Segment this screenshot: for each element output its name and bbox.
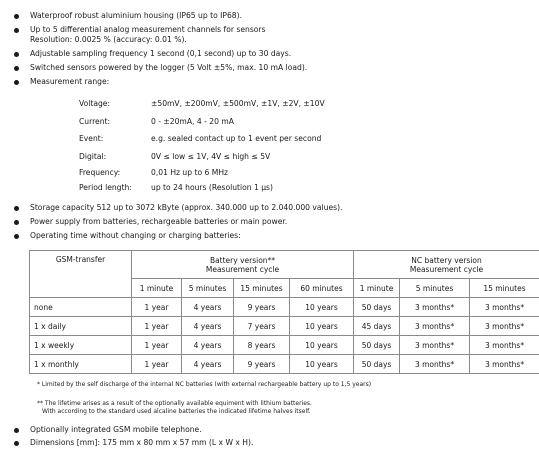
- table-cell: 50 days: [354, 298, 400, 317]
- feature-channels: [30, 25, 266, 45]
- range-value: ±50mV, ±200mV, ±500mV, ±1V, ±2V, ±10V: [151, 99, 325, 108]
- table-cell: 1 year: [132, 355, 182, 374]
- feature-resolution: Resolution: 0.0025 % (accuracy: 0.01 %).: [30, 35, 187, 44]
- cycle-header-cell: 5 minutes: [182, 279, 234, 298]
- table-cell: 3 months*: [400, 298, 470, 317]
- range-label: Voltage:: [79, 99, 111, 108]
- table-row: [30, 355, 539, 374]
- table-row: [30, 317, 539, 336]
- range-value: 0 - ±20mA, 4 - 20 mA: [151, 117, 234, 126]
- table-cell: 45 days: [354, 317, 400, 336]
- table-cell: 3 months*: [400, 355, 470, 374]
- footnote-alcaline-batteries: With according to the standard used alcaline batteries the indicated lifetime halves itself.: [42, 408, 311, 415]
- row-label: 1 x daily: [30, 317, 132, 336]
- row-label: 1 x monthly: [30, 355, 132, 374]
- range-label: Period length:: [79, 183, 132, 192]
- table-header-row: [30, 251, 539, 279]
- feature-sampling: Adjustable sampling frequency 1 second (0,1 second) up to 30 days.: [30, 49, 292, 58]
- battery-version-header: [132, 251, 354, 279]
- cycle-header-cell: 5 minutes: [400, 279, 470, 298]
- table-cell: 3 months*: [470, 317, 539, 336]
- table-cell: 10 years: [290, 355, 354, 374]
- table-cell: 3 months*: [470, 355, 539, 374]
- table-row: [30, 298, 539, 317]
- table-cell: 50 days: [354, 336, 400, 355]
- table-cell: 3 months*: [470, 336, 539, 355]
- row-label: none: [30, 298, 132, 317]
- nc-measurement-cycle: Measurement cycle: [409, 264, 484, 274]
- table-cell: 3 months*: [470, 298, 539, 317]
- table-cell: 1 year: [132, 317, 182, 336]
- table-cell: 50 days: [354, 355, 400, 374]
- row-label: 1 x weekly: [30, 336, 132, 355]
- table-cell: 1 year: [132, 298, 182, 317]
- table-cell: 7 years: [234, 317, 290, 336]
- nc-battery-version-title: NC battery version: [411, 255, 482, 265]
- feature-channels-text: Up to 5 differential analog measurement channels for sensors: [30, 25, 266, 34]
- table-cell: 8 years: [234, 336, 290, 355]
- table-cell: 3 months*: [400, 336, 470, 355]
- operating-time-table: [29, 250, 539, 374]
- range-value: 0,01 Hz up to 6 MHz: [151, 168, 229, 177]
- table-cell: 4 years: [182, 317, 234, 336]
- table-cell: 9 years: [234, 355, 290, 374]
- cycle-header-cell: 1 minute: [132, 279, 182, 298]
- battery-version-title: Battery version**: [209, 255, 276, 265]
- feature-housing: Waterproof robust aluminium housing (IP65 up to IP68).: [30, 11, 242, 20]
- range-label: Current:: [79, 117, 111, 126]
- range-value: 0V ≤ low ≤ 1V, 4V ≤ high ≤ 5V: [151, 152, 271, 161]
- range-value: e.g. sealed contact up to 1 event per second: [151, 134, 322, 143]
- table-cell: 10 years: [290, 317, 354, 336]
- nc-battery-version-header: [354, 251, 539, 279]
- feature-dimensions: Dimensions [mm]: 175 mm x 80 mm x 57 mm (L x W x H).: [30, 438, 254, 447]
- range-value: up to 24 hours (Resolution 1 µs): [151, 183, 273, 192]
- battery-measurement-cycle: Measurement cycle: [205, 264, 280, 274]
- table-row: [30, 336, 539, 355]
- range-label: Event:: [79, 134, 104, 143]
- table-cell: 9 years: [234, 298, 290, 317]
- table-cell: 1 year: [132, 336, 182, 355]
- table-cell: 4 years: [182, 336, 234, 355]
- cycle-header-cell: 15 minutes: [234, 279, 290, 298]
- footnote-lithium-batteries: ** The lifetime arises as a result of the optionally available equiment with lithium batteries.: [37, 400, 312, 407]
- table-cell: 10 years: [290, 336, 354, 355]
- feature-power-supply: Power supply from batteries, rechargeable batteries or main power.: [30, 217, 288, 226]
- feature-operating-time: Operating time without changing or charging batteries:: [30, 231, 241, 240]
- feature-measurement-range: Measurement range:: [30, 77, 110, 86]
- range-label: Digital:: [79, 152, 107, 161]
- cycle-header-cell: 15 minutes: [470, 279, 539, 298]
- table-cell: 10 years: [290, 298, 354, 317]
- cycle-header-cell: 60 minutes: [290, 279, 354, 298]
- table-cell: 4 years: [182, 298, 234, 317]
- feature-gsm-telephone: Optionally integrated GSM mobile telephone.: [30, 425, 202, 434]
- footnote-nc-batteries: * Limited by the self discharge of the internal NC batteries (with external rechargeable battery up to 1,5 years): [37, 381, 372, 388]
- cycle-header-cell: 1 minute: [354, 279, 400, 298]
- gsm-transfer-header: GSM-transfer: [30, 251, 132, 298]
- table-cell: 3 months*: [400, 317, 470, 336]
- feature-storage: Storage capacity 512 up to 3072 kByte (approx. 340.000 up to 2.040.000 values).: [30, 203, 343, 212]
- feature-switched-sensors: Switched sensors powered by the logger (5 Volt ±5%, max. 10 mA load).: [30, 63, 308, 72]
- table-cell: 4 years: [182, 355, 234, 374]
- range-label: Frequency:: [79, 168, 121, 177]
